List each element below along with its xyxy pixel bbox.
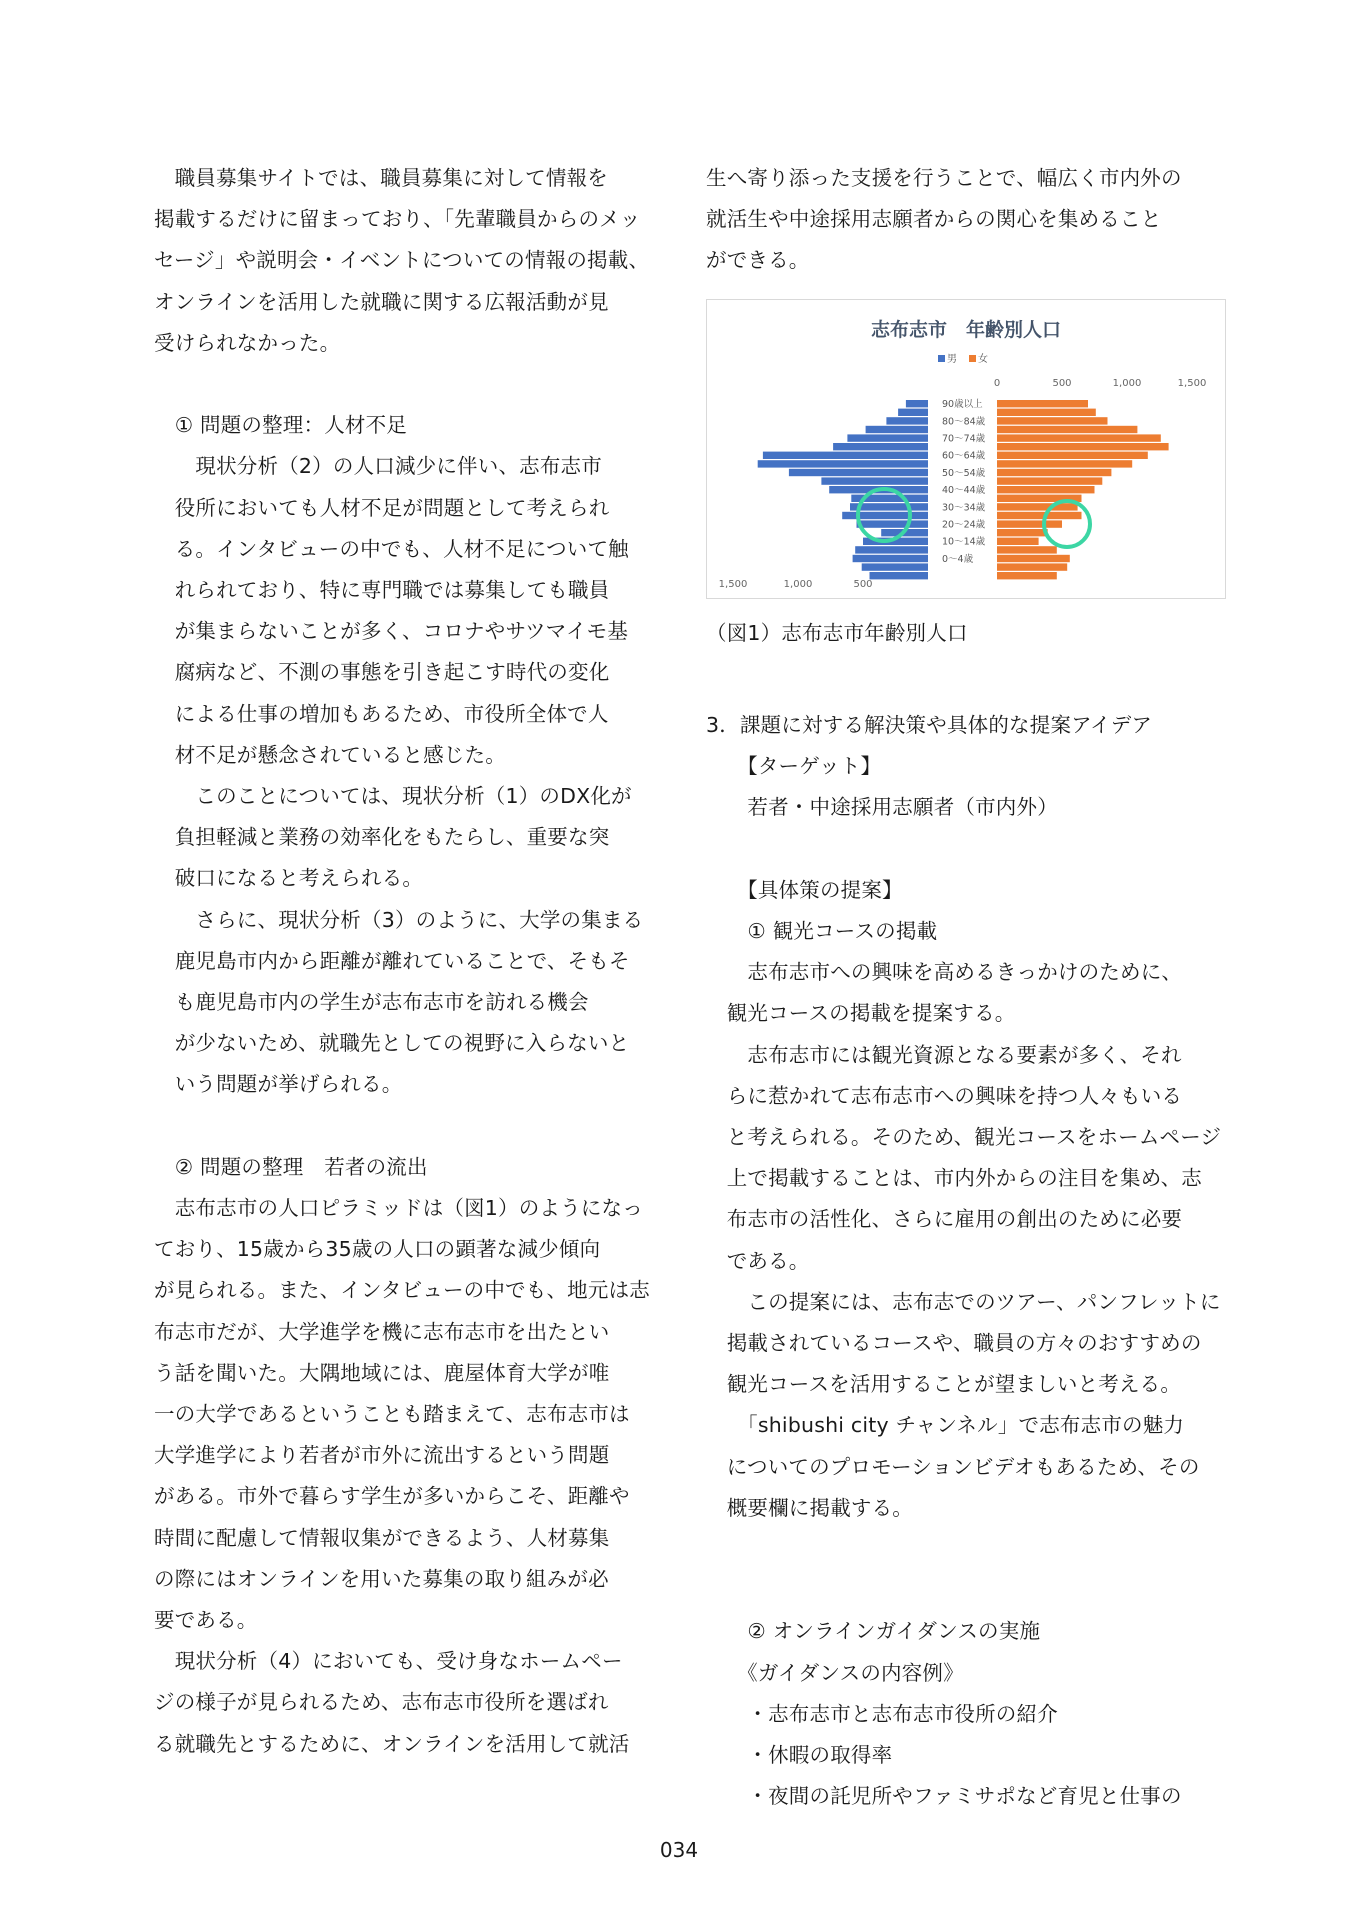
male-bar <box>886 417 928 424</box>
male-bar <box>862 563 928 570</box>
text-line: 生へ寄り添った支援を行うことで、幅広く市内外の <box>706 166 1182 190</box>
text-line: による仕事の増加もあるため、市役所全体で人 <box>154 701 609 726</box>
text-line: 要である。 <box>154 1608 258 1632</box>
age-category-label: 10〜14歳 <box>942 536 986 548</box>
female-bar <box>997 452 1148 459</box>
text-line: と考えられる。そのため、観光コースをホームページ <box>706 1125 1222 1149</box>
legend-swatch-male <box>938 355 945 362</box>
female-bar <box>997 563 1067 570</box>
text-line: 材不足が懸念されていると感じた。 <box>154 742 506 767</box>
male-bar <box>763 452 928 459</box>
text-line: る。インタビューの中でも、人材不足について触 <box>154 536 629 561</box>
male-bar <box>758 460 928 467</box>
age-category-label: 90歳以上 <box>942 399 983 411</box>
text-line: 役所においても人材不足が問題として考えられ <box>154 495 610 520</box>
female-bar <box>997 503 1078 510</box>
text-line: この提案には、志布志でのツアー、パンフレットに <box>706 1289 1221 1314</box>
female-bar <box>997 477 1102 484</box>
text-line: 《ガイダンスの内容例》 <box>706 1660 964 1685</box>
female-bar <box>997 469 1111 476</box>
female-bar <box>997 520 1062 527</box>
text-line: 観光コースを活用することが望ましいと考える。 <box>706 1372 1182 1397</box>
text-line: 3．課題に対する解決策や具体的な提案アイデア <box>706 713 1153 737</box>
female-bar <box>997 434 1161 441</box>
text-line: が見られる。また、インタビューの中でも、地元は志 <box>154 1278 650 1303</box>
female-bar <box>997 400 1088 407</box>
male-bar <box>855 546 928 553</box>
text-line: 概要欄に掲載する。 <box>706 1495 913 1520</box>
text-line: ② 問題の整理 若者の流出 <box>154 1154 428 1179</box>
male-bar <box>847 434 928 441</box>
page-number: 034 <box>659 1838 699 1862</box>
text-line: 時間に配慮して情報収集ができるよう、人材募集 <box>154 1525 610 1550</box>
text-line: 負担軽減と業務の効率化をもたらし、重要な突 <box>154 825 610 850</box>
female-bar <box>997 572 1057 579</box>
female-bar <box>997 460 1132 467</box>
female-bar <box>997 417 1108 424</box>
female-bar <box>997 529 1048 536</box>
text-line: が集まらないことが多く、コロナやサツマイモ基 <box>154 619 629 644</box>
text-line: である。 <box>706 1248 810 1273</box>
text-line: も鹿児島市内の学生が志布志市を訪れる機会 <box>154 990 589 1014</box>
text-line: ② オンラインガイダンスの実施 <box>706 1619 1041 1644</box>
text-line: の際にはオンラインを用いた募集の取り組みが必 <box>154 1566 609 1591</box>
top-axis-tick-label: 1,000 <box>1112 378 1142 389</box>
text-line: らに惹かれて志布志市への興味を持つ人々もいる <box>706 1083 1183 1108</box>
text-line: 若者・中途採用志願者（市内外） <box>706 795 1058 820</box>
text-line: ・休暇の取得率 <box>706 1743 893 1767</box>
text-line: 掲載するだけに留まっており、「先輩職員からのメッ <box>154 207 641 232</box>
text-line: 志布志市への興味を高めるきっかけのために、 <box>706 960 1183 985</box>
text-line: が少ないため、就職先としての視野に入らないと <box>154 1031 630 1056</box>
population-pyramid-chart <box>706 299 1226 599</box>
bottom-axis-tick-label: 1,000 <box>783 579 813 590</box>
male-bar <box>821 477 928 484</box>
text-line: 一の大学であるということも踏まえて、志布志市は <box>154 1402 630 1426</box>
text-line: 掲載されているコースや、職員の方々のおすすめの <box>706 1331 1202 1355</box>
age-category-label: 30〜34歳 <box>942 502 986 514</box>
text-line: このことについては、現状分析（1）のDX化が <box>154 784 632 808</box>
chart-title: 志布志市 年齢別人口 <box>870 319 1062 341</box>
text-line: オンラインを活用した就職に関する広報活動が見 <box>154 289 609 314</box>
age-category-label: 60〜64歳 <box>942 450 986 462</box>
age-category-label: 20〜24歳 <box>942 519 986 531</box>
female-bar <box>997 443 1169 450</box>
text-line: ・夜間の託児所やファミサポなど育児と仕事の <box>706 1784 1182 1809</box>
text-line: 現状分析（4）においても、受け身なホームペー <box>154 1649 623 1674</box>
male-bar <box>789 469 928 476</box>
female-bar <box>997 512 1082 519</box>
figure-caption: （図1）志布志市年齢別人口 <box>706 621 968 645</box>
bottom-axis-tick-label: 1,500 <box>718 579 748 590</box>
chart-canvas <box>707 300 1225 598</box>
text-line: 【具体策の提案】 <box>706 877 903 902</box>
male-bar <box>833 443 928 450</box>
female-bar <box>997 486 1095 493</box>
text-line: ており、15歳から35歳の人口の顕著な減少傾向 <box>154 1237 601 1262</box>
text-line: いう問題が挙げられる。 <box>154 1072 403 1097</box>
female-bar <box>997 555 1070 562</box>
male-bar <box>870 572 929 579</box>
female-bar <box>997 409 1096 416</box>
text-line: 就活生や中途採用志願者からの関心を集めること <box>706 207 1162 232</box>
text-line: 【ターゲット】 <box>706 754 882 779</box>
text-line: ・志布志市と志布志市役所の紹介 <box>706 1701 1058 1726</box>
age-category-label: 70〜74歳 <box>942 433 986 445</box>
male-bar <box>857 520 929 527</box>
text-line: る就職先とするために、オンラインを活用して就活 <box>154 1731 630 1756</box>
male-bar <box>906 400 928 407</box>
text-line: 観光コースの掲載を提案する。 <box>706 1001 1016 1026</box>
text-line: がある。市外で暮らす学生が多いからこそ、距離や <box>154 1484 630 1509</box>
male-bar <box>898 409 928 416</box>
text-line: ができる。 <box>706 248 810 273</box>
age-category-label: 40〜44歳 <box>942 485 986 497</box>
male-bar <box>842 512 928 519</box>
text-line: 志布志市には観光資源となる要素が多く、それ <box>706 1042 1182 1067</box>
male-bar <box>853 555 928 562</box>
text-line: 鹿児島市内から距離が離れていることで、そもそ <box>154 948 630 973</box>
text-line: 布志市だが、大学進学を機に志布志市を出たとい <box>154 1319 610 1344</box>
text-line: さらに、現状分析（3）のように、大学の集まる <box>154 907 644 932</box>
text-line: 職員募集サイトでは、職員募集に対して情報を <box>154 166 608 190</box>
text-line: れられており、特に専門職では募集しても職員 <box>154 578 610 602</box>
female-bar <box>997 538 1039 545</box>
text-line: 志布志市の人口ピラミッドは（図1）のようになっ <box>154 1196 643 1220</box>
text-line: 腐病など、不測の事態を引き起こす時代の変化 <box>154 660 610 685</box>
text-line: ① 問題の整理：人材不足 <box>154 413 407 438</box>
text-line: セージ」や説明会・イベントについての情報の掲載、 <box>154 248 650 273</box>
top-axis-tick-label: 500 <box>1052 378 1072 389</box>
text-line: 上で掲載することは、市内外からの注目を集め、志 <box>706 1166 1202 1191</box>
top-axis-tick-label: 1,500 <box>1177 378 1207 389</box>
text-line: 布志市の活性化、さらに雇用の創出のために必要 <box>706 1207 1183 1232</box>
text-line: う話を聞いた。大隅地域には、鹿屋体育大学が唯 <box>154 1360 610 1385</box>
text-line: 「shibushi city チャンネル」で志布志市の魅力 <box>706 1413 1185 1438</box>
legend-label-female: 女 <box>978 354 988 365</box>
female-bar <box>997 426 1137 433</box>
text-line: 破口になると考えられる。 <box>154 866 424 891</box>
text-line: 大学進学により若者が市外に流出するという問題 <box>154 1443 610 1468</box>
female-bar <box>997 546 1057 553</box>
bottom-axis-tick-label: 500 <box>853 579 873 590</box>
top-axis-tick-label: 0 <box>993 378 1001 389</box>
text-line: ジの様子が見られるため、志布志市役所を選ばれ <box>154 1690 609 1715</box>
text-line: についてのプロモーションビデオもあるため、その <box>706 1454 1200 1479</box>
legend-label-male: 男 <box>947 354 957 365</box>
age-category-label: 80〜84歳 <box>942 416 986 428</box>
text-line: ① 観光コースの掲載 <box>706 919 938 943</box>
text-line: 受けられなかった。 <box>154 330 341 355</box>
legend-swatch-female <box>969 355 976 362</box>
male-bar <box>866 426 928 433</box>
age-category-label: 50〜54歳 <box>942 467 986 479</box>
age-category-label: 0〜4歳 <box>942 553 974 565</box>
text-line: 現状分析（2）の人口減少に伴い、志布志市 <box>154 454 602 479</box>
